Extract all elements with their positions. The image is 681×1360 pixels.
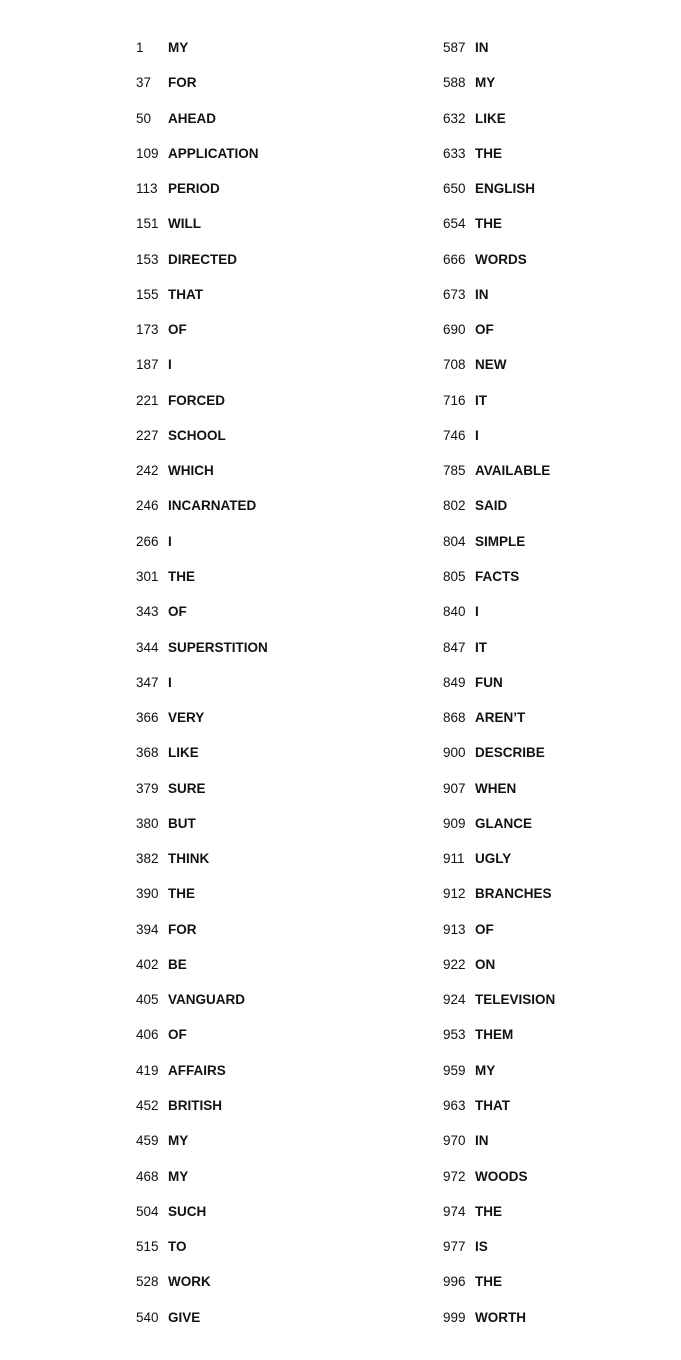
entry-word: FOR xyxy=(168,75,197,91)
entry-number: 804 xyxy=(443,533,466,549)
list-item xyxy=(136,101,268,136)
list-item xyxy=(443,1264,555,1299)
list-item xyxy=(443,594,555,629)
entry-word: SUCH xyxy=(168,1203,207,1219)
entry-word: OF xyxy=(475,921,494,937)
entry-number: 1 xyxy=(136,40,144,55)
list-item xyxy=(136,1159,268,1194)
list-item xyxy=(136,947,268,982)
list-item xyxy=(136,453,268,488)
entry-number: 301 xyxy=(136,568,159,584)
list-item xyxy=(443,735,555,770)
entry-word: IN xyxy=(475,1133,489,1149)
list-item xyxy=(443,630,555,665)
entry-number: 911 xyxy=(443,851,465,867)
entry-number: 344 xyxy=(136,639,159,655)
list-item xyxy=(443,771,555,806)
list-item xyxy=(136,841,268,876)
entry-number: 402 xyxy=(136,956,159,972)
entry-number: 716 xyxy=(443,392,466,408)
entry-number: 151 xyxy=(136,216,159,232)
entry-word: BRITISH xyxy=(168,1097,222,1113)
entry-number: 909 xyxy=(443,815,466,831)
list-item xyxy=(136,347,268,382)
entry-number: 459 xyxy=(136,1133,159,1149)
entry-number: 587 xyxy=(443,40,466,55)
entry-word: ENGLISH xyxy=(475,181,536,197)
entry-word: DIRECTED xyxy=(168,251,238,267)
entry-number: 380 xyxy=(136,815,159,831)
list-item xyxy=(136,1053,268,1088)
list-item xyxy=(136,30,268,65)
entry-number: 924 xyxy=(443,992,466,1008)
entry-word: INCARNATED xyxy=(168,498,257,514)
list-item xyxy=(136,735,268,770)
entry-word: MY xyxy=(168,1133,189,1149)
entry-word: ON xyxy=(475,956,496,972)
entry-number: 974 xyxy=(443,1203,466,1219)
entry-word: APPLICATION xyxy=(168,145,259,161)
list-item xyxy=(443,841,555,876)
entry-word: I xyxy=(475,604,479,620)
entry-word: THINK xyxy=(168,851,210,867)
list-item xyxy=(443,1300,555,1335)
entry-word: THE xyxy=(168,568,195,584)
list-item xyxy=(136,982,268,1017)
list-item xyxy=(443,1017,555,1052)
list-item xyxy=(136,65,268,100)
entry-word: THE xyxy=(168,886,195,902)
entry-number: 187 xyxy=(136,357,159,373)
entry-word: GLANCE xyxy=(475,815,532,831)
entry-word: WHEN xyxy=(475,780,517,796)
entry-number: 970 xyxy=(443,1133,466,1149)
entry-number: 452 xyxy=(136,1097,159,1113)
entry-word: BE xyxy=(168,956,187,972)
list-item xyxy=(136,1229,268,1264)
entry-number: 347 xyxy=(136,674,159,690)
entry-word: PERIOD xyxy=(168,181,220,197)
entry-number: 959 xyxy=(443,1062,466,1078)
list-item xyxy=(136,1123,268,1158)
entry-word: MY xyxy=(168,1168,189,1184)
left-column xyxy=(136,30,268,1335)
entry-number: 996 xyxy=(443,1274,466,1290)
list-item xyxy=(136,771,268,806)
entry-number: 907 xyxy=(443,780,466,796)
entry-word: IN xyxy=(475,286,489,302)
entry-number: 900 xyxy=(443,745,466,761)
entry-number: 468 xyxy=(136,1168,159,1184)
entry-number: 690 xyxy=(443,322,466,338)
entry-number: 666 xyxy=(443,251,466,267)
list-item xyxy=(136,1088,268,1123)
entry-number: 227 xyxy=(136,427,159,443)
entry-word: UGLY xyxy=(475,851,512,867)
list-item xyxy=(136,277,268,312)
list-item xyxy=(443,700,555,735)
list-item xyxy=(443,912,555,947)
list-item xyxy=(136,594,268,629)
entry-number: 242 xyxy=(136,463,159,479)
entry-word: WORK xyxy=(168,1274,211,1290)
entry-word: GIVE xyxy=(168,1309,201,1325)
entry-word: FACTS xyxy=(475,568,520,584)
list-item xyxy=(443,1194,555,1229)
entry-number: 922 xyxy=(443,956,466,972)
entry-word: WILL xyxy=(168,216,201,232)
entry-word: IS xyxy=(475,1239,488,1255)
entry-word: WHICH xyxy=(168,463,214,479)
entry-number: 155 xyxy=(136,286,159,302)
list-item xyxy=(443,453,555,488)
entry-word: OF xyxy=(168,604,187,620)
entry-number: 394 xyxy=(136,921,159,937)
list-item xyxy=(443,347,555,382)
entry-word: FUN xyxy=(475,674,503,690)
entry-number: 153 xyxy=(136,251,159,267)
entry-word: AREN’T xyxy=(475,710,526,726)
list-item xyxy=(443,277,555,312)
entry-word: VANGUARD xyxy=(168,992,245,1008)
list-item xyxy=(443,101,555,136)
list-item xyxy=(443,665,555,700)
entry-number: 972 xyxy=(443,1168,466,1184)
entry-word: THE xyxy=(475,1203,502,1219)
entry-number: 366 xyxy=(136,710,159,726)
entry-word: THAT xyxy=(168,286,203,302)
entry-number: 540 xyxy=(136,1309,159,1325)
entry-number: 650 xyxy=(443,181,466,197)
list-item xyxy=(443,171,555,206)
entry-number: 977 xyxy=(443,1239,466,1255)
entry-word: SURE xyxy=(168,780,206,796)
entry-word: FORCED xyxy=(168,392,225,408)
list-item xyxy=(443,242,555,277)
entry-word: THE xyxy=(475,145,502,161)
entry-number: 382 xyxy=(136,851,159,867)
list-item xyxy=(136,700,268,735)
entry-number: 37 xyxy=(136,75,152,91)
entry-word: AVAILABLE xyxy=(475,463,551,479)
entry-word: LIKE xyxy=(168,745,199,761)
entry-word: I xyxy=(168,357,172,373)
entry-number: 868 xyxy=(443,710,466,726)
entry-word: IT xyxy=(475,639,487,655)
list-item xyxy=(443,383,555,418)
list-item xyxy=(443,418,555,453)
list-item xyxy=(136,171,268,206)
entry-number: 840 xyxy=(443,604,466,620)
entry-number: 379 xyxy=(136,780,159,796)
entry-number: 368 xyxy=(136,745,159,761)
entry-word: SIMPLE xyxy=(475,533,526,549)
entry-number: 419 xyxy=(136,1062,159,1078)
list-item xyxy=(443,947,555,982)
entry-word: WOODS xyxy=(475,1168,528,1184)
entry-number: 999 xyxy=(443,1309,466,1325)
entry-number: 805 xyxy=(443,568,466,584)
list-item xyxy=(443,524,555,559)
entry-number: 406 xyxy=(136,1027,159,1043)
entry-number: 673 xyxy=(443,286,466,302)
list-item xyxy=(443,136,555,171)
entry-word: AFFAIRS xyxy=(168,1062,226,1078)
list-item xyxy=(443,806,555,841)
list-item xyxy=(443,982,555,1017)
entry-word: AHEAD xyxy=(168,110,217,126)
list-item xyxy=(136,488,268,523)
entry-word: I xyxy=(168,533,172,549)
entry-word: SCHOOL xyxy=(168,427,226,443)
entry-word: BRANCHES xyxy=(475,886,552,902)
list-item xyxy=(443,312,555,347)
entry-number: 632 xyxy=(443,110,466,126)
entry-word: OF xyxy=(168,322,187,338)
entry-number: 953 xyxy=(443,1027,466,1043)
entry-word: THE xyxy=(475,1274,502,1290)
list-item xyxy=(443,30,555,65)
list-item xyxy=(443,1123,555,1158)
list-item xyxy=(136,559,268,594)
list-item xyxy=(136,806,268,841)
entry-word: TO xyxy=(168,1239,187,1255)
entry-number: 847 xyxy=(443,639,466,655)
entry-number: 654 xyxy=(443,216,466,232)
list-item xyxy=(136,1194,268,1229)
entry-word: THEM xyxy=(475,1027,514,1043)
entry-word: MY xyxy=(168,40,189,55)
list-item xyxy=(443,1088,555,1123)
list-item xyxy=(136,383,268,418)
entry-word: THAT xyxy=(475,1097,510,1113)
entry-number: 390 xyxy=(136,886,159,902)
entry-word: NEW xyxy=(475,357,507,373)
entry-word: THE xyxy=(475,216,502,232)
list-item xyxy=(136,418,268,453)
entry-word: OF xyxy=(168,1027,187,1043)
list-item xyxy=(136,242,268,277)
entry-word: FOR xyxy=(168,921,197,937)
list-item xyxy=(136,136,268,171)
entry-number: 913 xyxy=(443,921,466,937)
list-item xyxy=(136,206,268,241)
entry-number: 113 xyxy=(136,181,158,197)
entry-word: I xyxy=(475,427,479,443)
entry-word: WORTH xyxy=(475,1309,526,1325)
list-item xyxy=(443,65,555,100)
entry-word: BUT xyxy=(168,815,196,831)
entry-number: 708 xyxy=(443,357,466,373)
entry-number: 515 xyxy=(136,1239,159,1255)
entry-word: IN xyxy=(475,40,489,55)
entry-number: 504 xyxy=(136,1203,159,1219)
entry-word: LIKE xyxy=(475,110,506,126)
list-item xyxy=(136,312,268,347)
entry-number: 588 xyxy=(443,75,466,91)
entry-number: 50 xyxy=(136,110,152,126)
entry-word: TELEVISION xyxy=(475,992,556,1008)
entry-number: 221 xyxy=(136,392,159,408)
entry-number: 343 xyxy=(136,604,159,620)
entry-word: I xyxy=(168,674,172,690)
entry-word: IT xyxy=(475,392,487,408)
list-item xyxy=(136,1300,268,1335)
list-item xyxy=(136,876,268,911)
entry-number: 173 xyxy=(136,322,159,338)
list-item xyxy=(443,488,555,523)
entry-word: MY xyxy=(475,75,496,91)
entry-word: SAID xyxy=(475,498,508,514)
entry-number: 912 xyxy=(443,886,466,902)
list-item xyxy=(136,1264,268,1299)
entry-number: 785 xyxy=(443,463,466,479)
list-item xyxy=(443,1053,555,1088)
entry-word: MY xyxy=(475,1062,496,1078)
list-item xyxy=(443,876,555,911)
entry-number: 746 xyxy=(443,427,466,443)
list-item xyxy=(136,630,268,665)
list-item xyxy=(443,1159,555,1194)
entry-number: 109 xyxy=(136,145,159,161)
list-item xyxy=(443,559,555,594)
list-item xyxy=(136,912,268,947)
right-column xyxy=(443,30,555,1335)
list-item xyxy=(443,1229,555,1264)
entry-word: DESCRIBE xyxy=(475,745,545,761)
entry-word: SUPERSTITION xyxy=(168,639,268,655)
entry-number: 849 xyxy=(443,674,466,690)
list-item xyxy=(136,1017,268,1052)
entry-number: 633 xyxy=(443,145,466,161)
entry-number: 528 xyxy=(136,1274,159,1290)
entry-word: VERY xyxy=(168,710,205,726)
entry-number: 405 xyxy=(136,992,159,1008)
list-item xyxy=(136,524,268,559)
entry-number: 963 xyxy=(443,1097,466,1113)
entry-word: OF xyxy=(475,322,494,338)
list-item xyxy=(136,665,268,700)
entry-word: WORDS xyxy=(475,251,527,267)
entry-number: 246 xyxy=(136,498,159,514)
entry-number: 266 xyxy=(136,533,159,549)
list-item xyxy=(443,206,555,241)
entry-number: 802 xyxy=(443,498,466,514)
